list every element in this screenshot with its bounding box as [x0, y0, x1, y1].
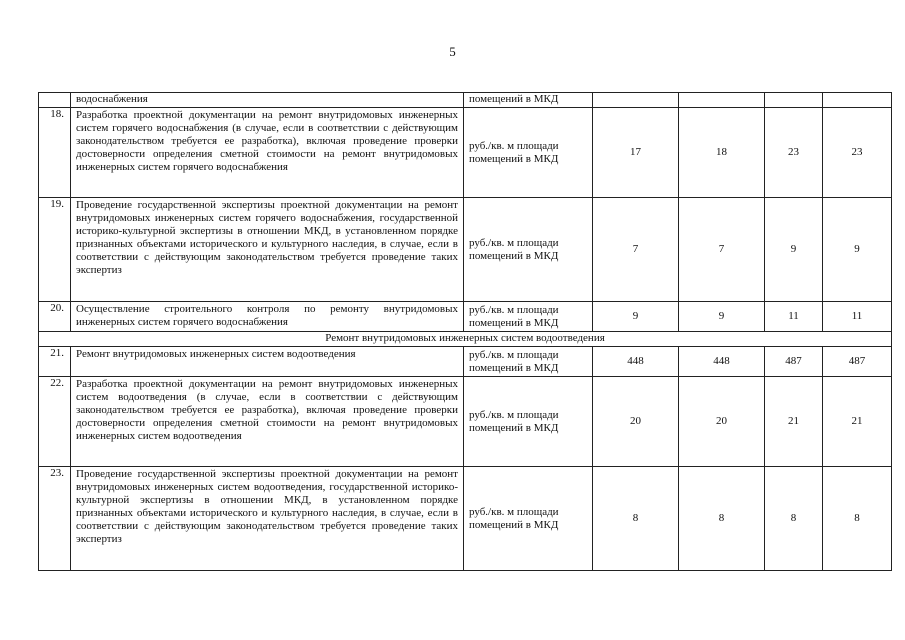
value-cell: 8: [679, 467, 765, 571]
row-description: водоснабжения: [71, 93, 464, 108]
row-description: Разработка проектной документации на ремонт внутридомовых инженерных систем горячего водоснабжения (в случае, если в соответствии с действующим законодательством требуется ее разработка), включая проведение проверки достоверности определения сметной стоимости на ремонт внутридомовых инженерных систем горячего водоснабжения: [71, 108, 464, 198]
row-description: Ремонт внутридомовых инженерных систем водоотведения: [71, 347, 464, 377]
value-cell: 8: [823, 467, 892, 571]
value-cell: 20: [679, 377, 765, 467]
row-unit: руб./кв. м площади помещений в МКД: [464, 377, 593, 467]
value-cell: 7: [593, 198, 679, 302]
value-cell: 18: [679, 108, 765, 198]
table-row: [39, 377, 892, 467]
value-cell: [823, 93, 892, 108]
value-cell: 17: [593, 108, 679, 198]
row-unit: руб./кв. м площади помещений в МКД: [464, 347, 593, 377]
value-cell: 7: [679, 198, 765, 302]
row-unit: помещений в МКД: [464, 93, 593, 108]
row-number: 21.: [39, 347, 71, 377]
value-cell: 448: [679, 347, 765, 377]
value-cell: 8: [593, 467, 679, 571]
value-cell: 23: [823, 108, 892, 198]
value-cell: 21: [823, 377, 892, 467]
tariff-table: [38, 92, 892, 571]
value-cell: 9: [679, 302, 765, 332]
value-cell: 9: [823, 198, 892, 302]
page-number: 5: [449, 44, 456, 59]
value-cell: 11: [765, 302, 823, 332]
table-row: [39, 198, 892, 302]
row-unit: руб./кв. м площади помещений в МКД: [464, 108, 593, 198]
continuation-row: [39, 93, 892, 108]
row-number: [39, 93, 71, 108]
row-description: Осуществление строительного контроля по ремонту внутридомовых инженерных систем горячего водоснабжения: [71, 302, 464, 332]
value-cell: 11: [823, 302, 892, 332]
row-number: 19.: [39, 198, 71, 302]
table-row: [39, 302, 892, 332]
value-cell: 8: [765, 467, 823, 571]
value-cell: [765, 93, 823, 108]
value-cell: 487: [765, 347, 823, 377]
value-cell: 9: [765, 198, 823, 302]
row-unit: руб./кв. м площади помещений в МКД: [464, 467, 593, 571]
row-description: Проведение государственной экспертизы проектной документации на ремонт внутридомовых инженерных систем водоотведения, государственной историко-культурной экспертизы в отношении МКД, в установленном порядке признанных объектами исторического и культурного наследия, в случае, если в соответствии с действующим законодательством требуется проведение таких экспертиз: [71, 467, 464, 571]
table-row: [39, 347, 892, 377]
section-header-row: [39, 332, 892, 347]
value-cell: 21: [765, 377, 823, 467]
row-description: Проведение государственной экспертизы проектной документации на ремонт внутридомовых инженерных систем горячего водоснабжения, государственной историко-культурной экспертизы в отношении МКД, в установленном порядке признанных объектами исторического и культурного наследия, в случае, если в соответствии с действующим законодательством требуется проведение таких экспертиз: [71, 198, 464, 302]
section-title: Ремонт внутридомовых инженерных систем водоотведения: [39, 332, 892, 347]
table-row: [39, 108, 892, 198]
row-number: 23.: [39, 467, 71, 571]
row-number: 18.: [39, 108, 71, 198]
row-unit: руб./кв. м площади помещений в МКД: [464, 198, 593, 302]
row-number: 20.: [39, 302, 71, 332]
row-number: 22.: [39, 377, 71, 467]
table-row: [39, 467, 892, 571]
row-description: Разработка проектной документации на ремонт внутридомовых инженерных систем водоотведения (в случае, если в соответствии с действующим законодательством требуется ее разработка), включая проведение проверки достоверности определения сметной стоимости на ремонт внутридомовых инженерных систем водоотведения: [71, 377, 464, 467]
value-cell: 20: [593, 377, 679, 467]
value-cell: 9: [593, 302, 679, 332]
value-cell: [593, 93, 679, 108]
row-unit: руб./кв. м площади помещений в МКД: [464, 302, 593, 332]
value-cell: 487: [823, 347, 892, 377]
value-cell: [679, 93, 765, 108]
value-cell: 23: [765, 108, 823, 198]
value-cell: 448: [593, 347, 679, 377]
